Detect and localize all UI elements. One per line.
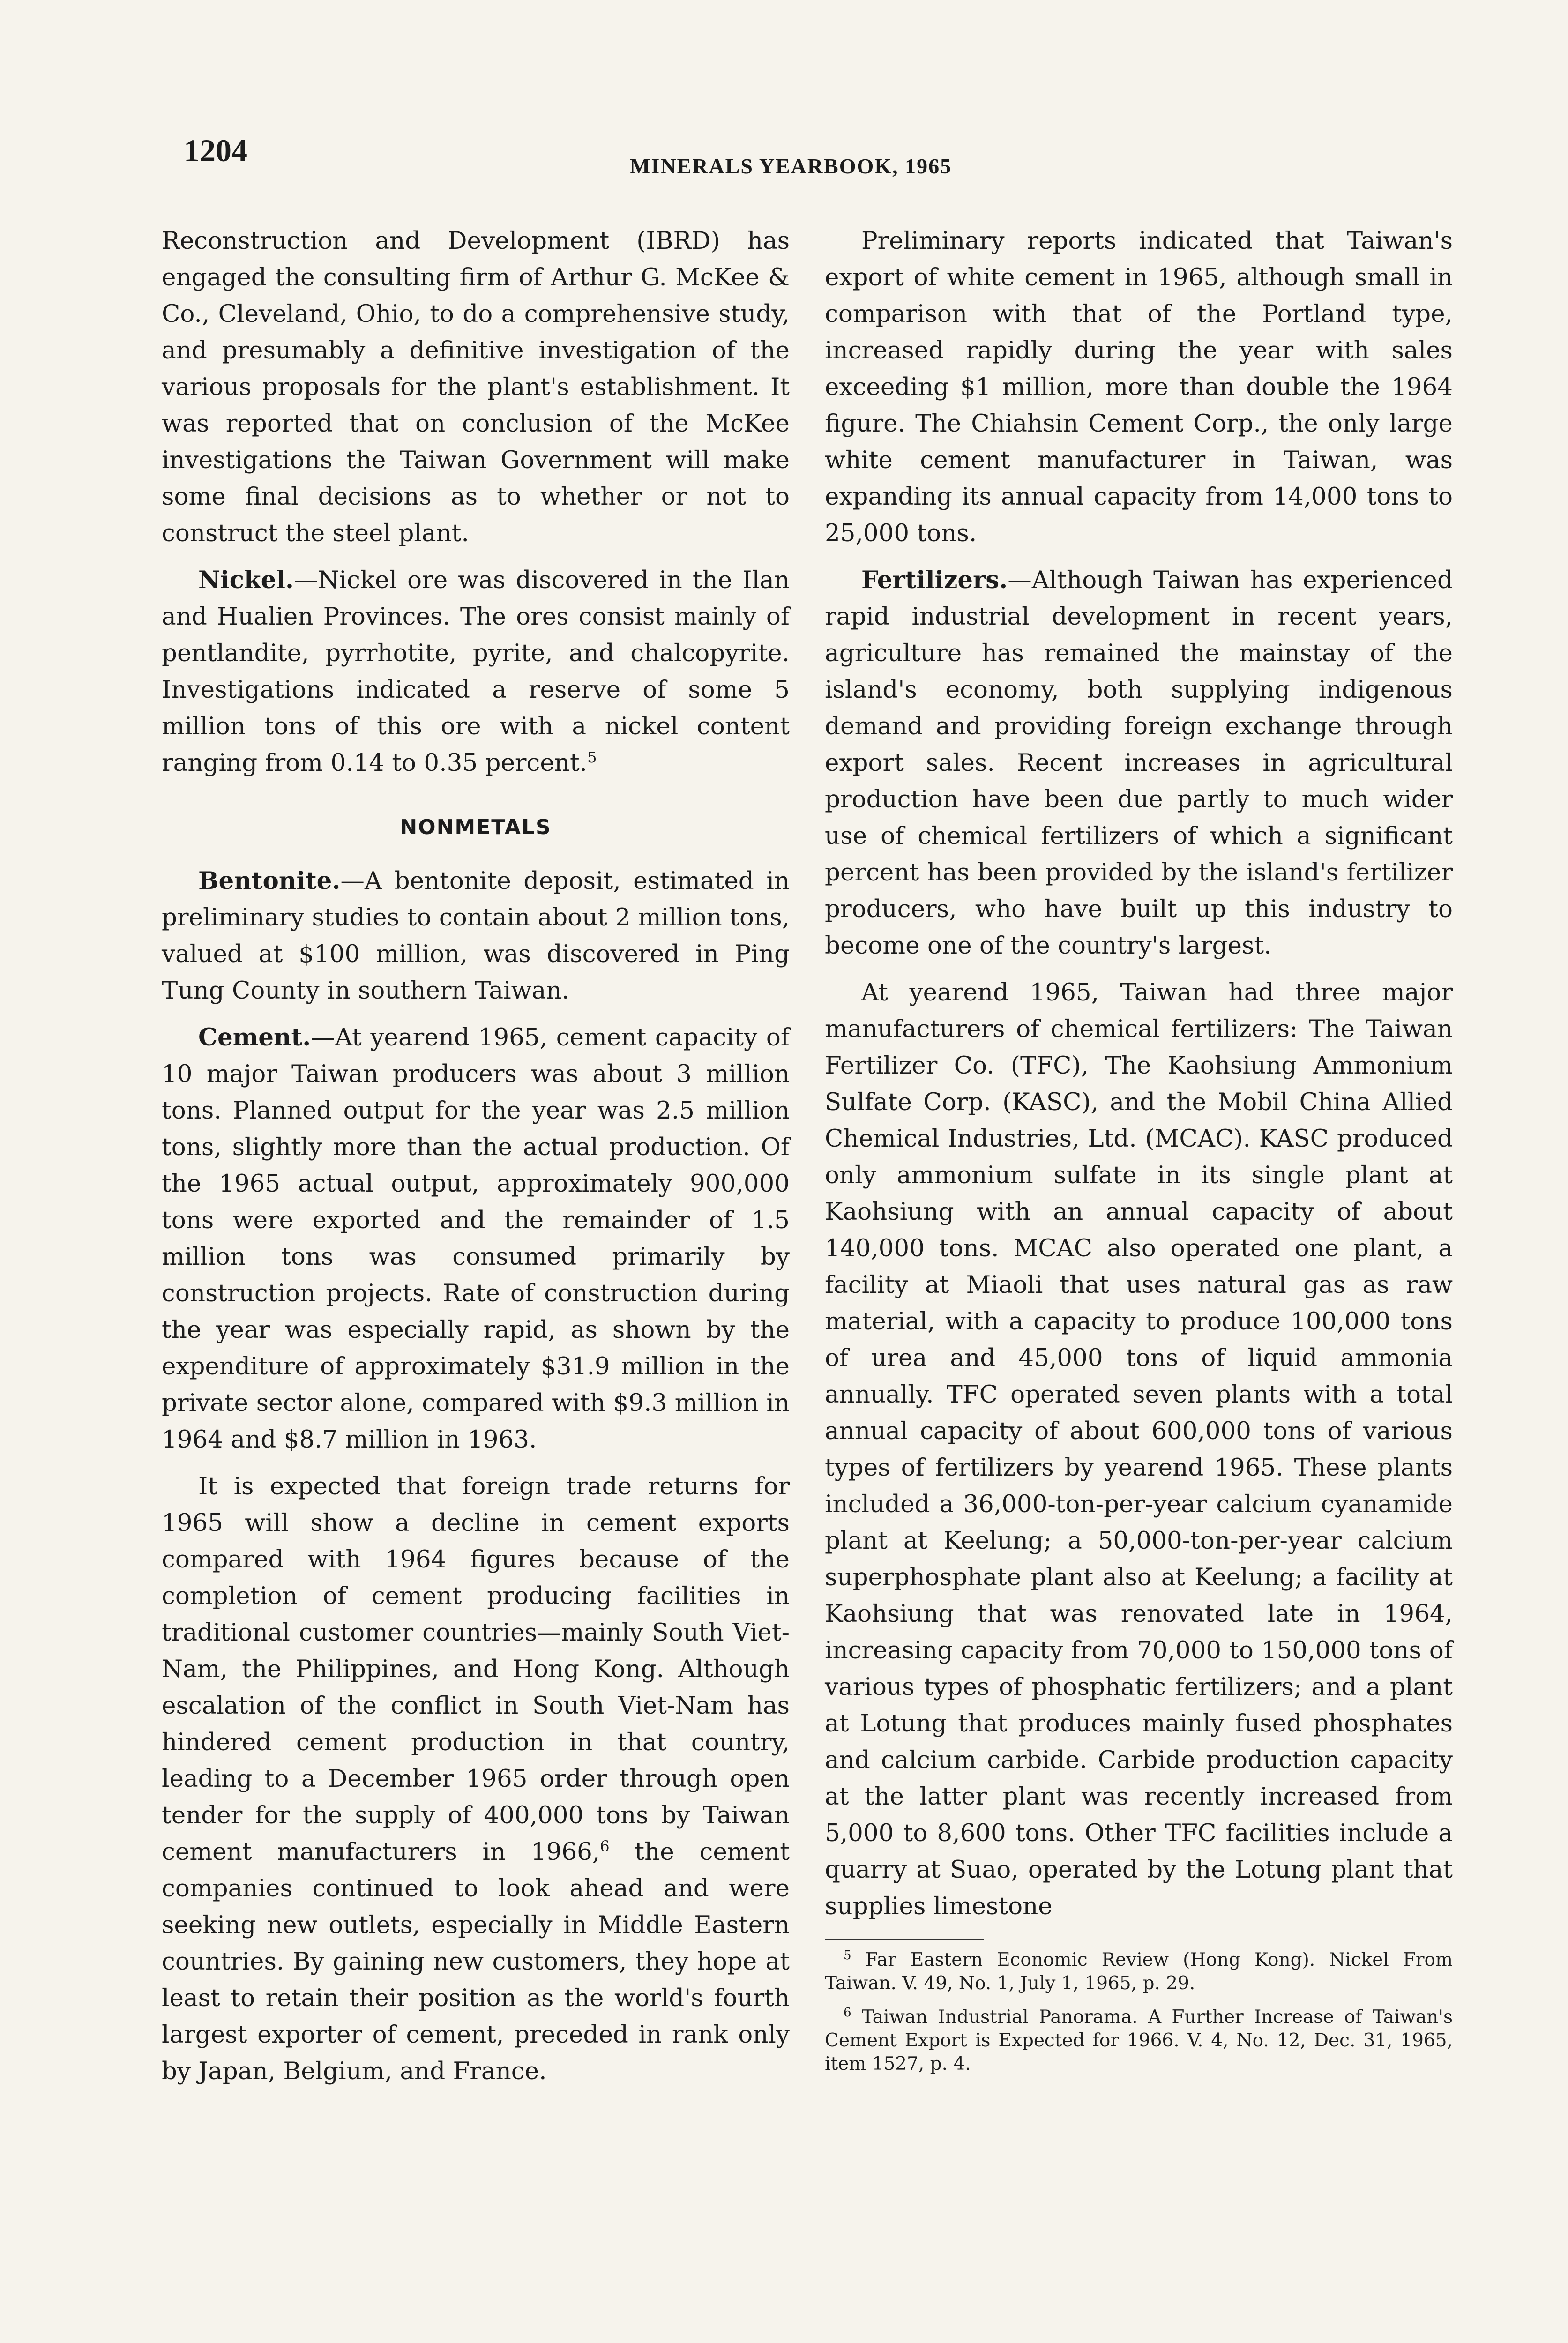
footnote-text: Far Eastern Economic Review (Hong Kong). Nickel From Taiwan. V. 49, No. 1, July 1, 1965, p. 29.	[825, 1949, 1453, 1994]
cement-trade-text-a: It is expected that foreign trade returns for 1965 will show a decline in cement exports compared with 1964 figures because of the completion of cement producing facilities in traditional customer countries—mainly South Viet-Nam, the Philippines, and Hong Kong. Although escalation of the conflict in South Viet-Nam has hindered cement production in that country, leading to a December 1965 order through open tender for the supply of 400,000 tons by Taiwan cement manufacturers in 1966,	[162, 1472, 790, 1866]
footnote-6	[825, 2006, 1453, 2076]
paragraph-cement	[162, 1019, 790, 1458]
cement-heading: Cement.	[198, 1023, 311, 1052]
footnote-ref-5: 5	[587, 748, 597, 766]
cement-text: —At yearend 1965, cement capacity of 10 major Taiwan producers was about 3 million tons. Planned output for the year was 2.5 million tons, slightly more than the actual production. Of the 1965 actual output, approximately 900,000 tons were exported and the remainder of 1.5 million tons was consumed primarily by construction projects. Rate of construction during the year was especially rapid, as shown by the expenditure of approximately $31.9 million in the private sector alone, compared with $9.3 million in 1964 and $8.7 million in 1963.	[162, 1023, 790, 1454]
left-column	[162, 223, 790, 2100]
fertilizers-text: —Although Taiwan has experienced rapid industrial development in recent years, agriculture has remained the mainstay of the island's economy, both supplying indigenous demand and providing foreign exchange through export sales. Recent increases in agricultural production have been due partly to much wider use of chemical fertilizers of which a significant percent has been provided by the island's fertilizer producers, who have built up this industry to become one of the country's largest.	[825, 566, 1453, 960]
paragraph-cement-trade	[162, 1468, 790, 2089]
footnote-marker: 6	[844, 2006, 851, 2020]
footnote-5	[825, 1948, 1453, 1995]
paragraph-white-cement: Preliminary reports indicated that Taiwan's export of white cement in 1965, although small in comparison with that of the Portland type, increased rapidly during the year with sales exceeding $1 million, more than double the 1964 figure. The Chiahsin Cement Corp., the only large white cement manufacturer in Taiwan, was expanding its annual capacity from 14,000 tons to 25,000 tons.	[825, 227, 1453, 547]
bentonite-text: —A bentonite deposit, estimated in preliminary studies to contain about 2 million tons, valued at $100 million, was discovered in Ping Tung County in southern Taiwan.	[162, 867, 790, 1005]
paragraph-steel-plant: Reconstruction and Development (IBRD) has engaged the consulting firm of Arthur G. McKee & Co., Cleveland, Ohio, to do a comprehensive study, and presumably a definitive investigation of the various proposals for the plant's establishment. It was reported that on conclusion of the McKee investigations the Taiwan Government will make some final decisions as to whether or not to construct the steel plant.	[162, 227, 790, 547]
paragraph-fertilizers	[825, 562, 1453, 964]
paragraph-nickel	[162, 562, 790, 781]
fertilizers-heading: Fertilizers.	[861, 566, 1008, 594]
right-column	[825, 223, 1453, 2086]
bentonite-heading: Bentonite.	[198, 867, 341, 895]
nickel-text: —Nickel ore was discovered in the Ilan and Hualien Provinces. The ores consist mainly of pentlandite, pyrrhotite, pyrite, and chalcopyrite. Investigations indicated a reserve of some 5 million tons of this ore with a nickel content ranging from 0.14 to 0.35 percent.	[162, 566, 790, 777]
page-number: 1204	[184, 133, 247, 168]
cement-trade-text-b: the cement companies continued to look ahead and were seeking new outlets, especially in Middle Eastern countries. By gaining new customers, they hope at least to retain their position as the world's fourth largest exporter of cement, preceded in rank only by Japan, Belgium, and France.	[162, 1838, 790, 2085]
nickel-heading: Nickel.	[198, 566, 294, 594]
section-heading-nonmetals: NONMETALS	[400, 815, 552, 839]
footnote-marker: 5	[844, 1948, 851, 1962]
footnote-divider	[825, 1939, 984, 1940]
footnote-ref-6: 6	[600, 1837, 610, 1855]
paragraph-fertilizer-manufacturers: At yearend 1965, Taiwan had three major manufacturers of chemical fertilizers: The Taiwan Fertilizer Co. (TFC), The Kaohsiung Ammonium Sulfate Corp. (KASC), and the Mobil China Allied Chemical Industries, Ltd. (MCAC). KASC produced only ammonium sulfate in its single plant at Kaohsiung with an annual capacity of about 140,000 tons. MCAC also operated one plant, a facility at Miaoli that uses natural gas as raw material, with a capacity to produce 100,000 tons of urea and 45,000 tons of liquid ammonia annually. TFC operated seven plants with a total annual capacity of about 600,000 tons of various types of fertilizers by yearend 1965. These plants included a 36,000-ton-per-year calcium cyanamide plant at Keelung; a 50,000-ton-per-year calcium superphosphate plant also at Keelung; a facility at Kaohsiung that was renovated late in 1964, increasing capacity from 70,000 to 150,000 tons of various types of phosphatic fertilizers; and a plant at Lotung that produces mainly fused phosphates and calcium carbide. Carbide production capacity at the latter plant was recently increased from 5,000 to 8,600 tons. Other TFC facilities include a quarry at Suao, operated by the Lotung plant that supplies limestone	[825, 978, 1453, 1920]
paragraph-bentonite	[162, 863, 790, 1009]
running-title: MINERALS YEARBOOK, 1965	[630, 154, 952, 178]
footnote-text: Taiwan Industrial Panorama. A Further Increase of Taiwan's Cement Export is Expected for 1966. V. 4, No. 12, Dec. 31, 1965, item 1527, p. 4.	[825, 2007, 1453, 2074]
